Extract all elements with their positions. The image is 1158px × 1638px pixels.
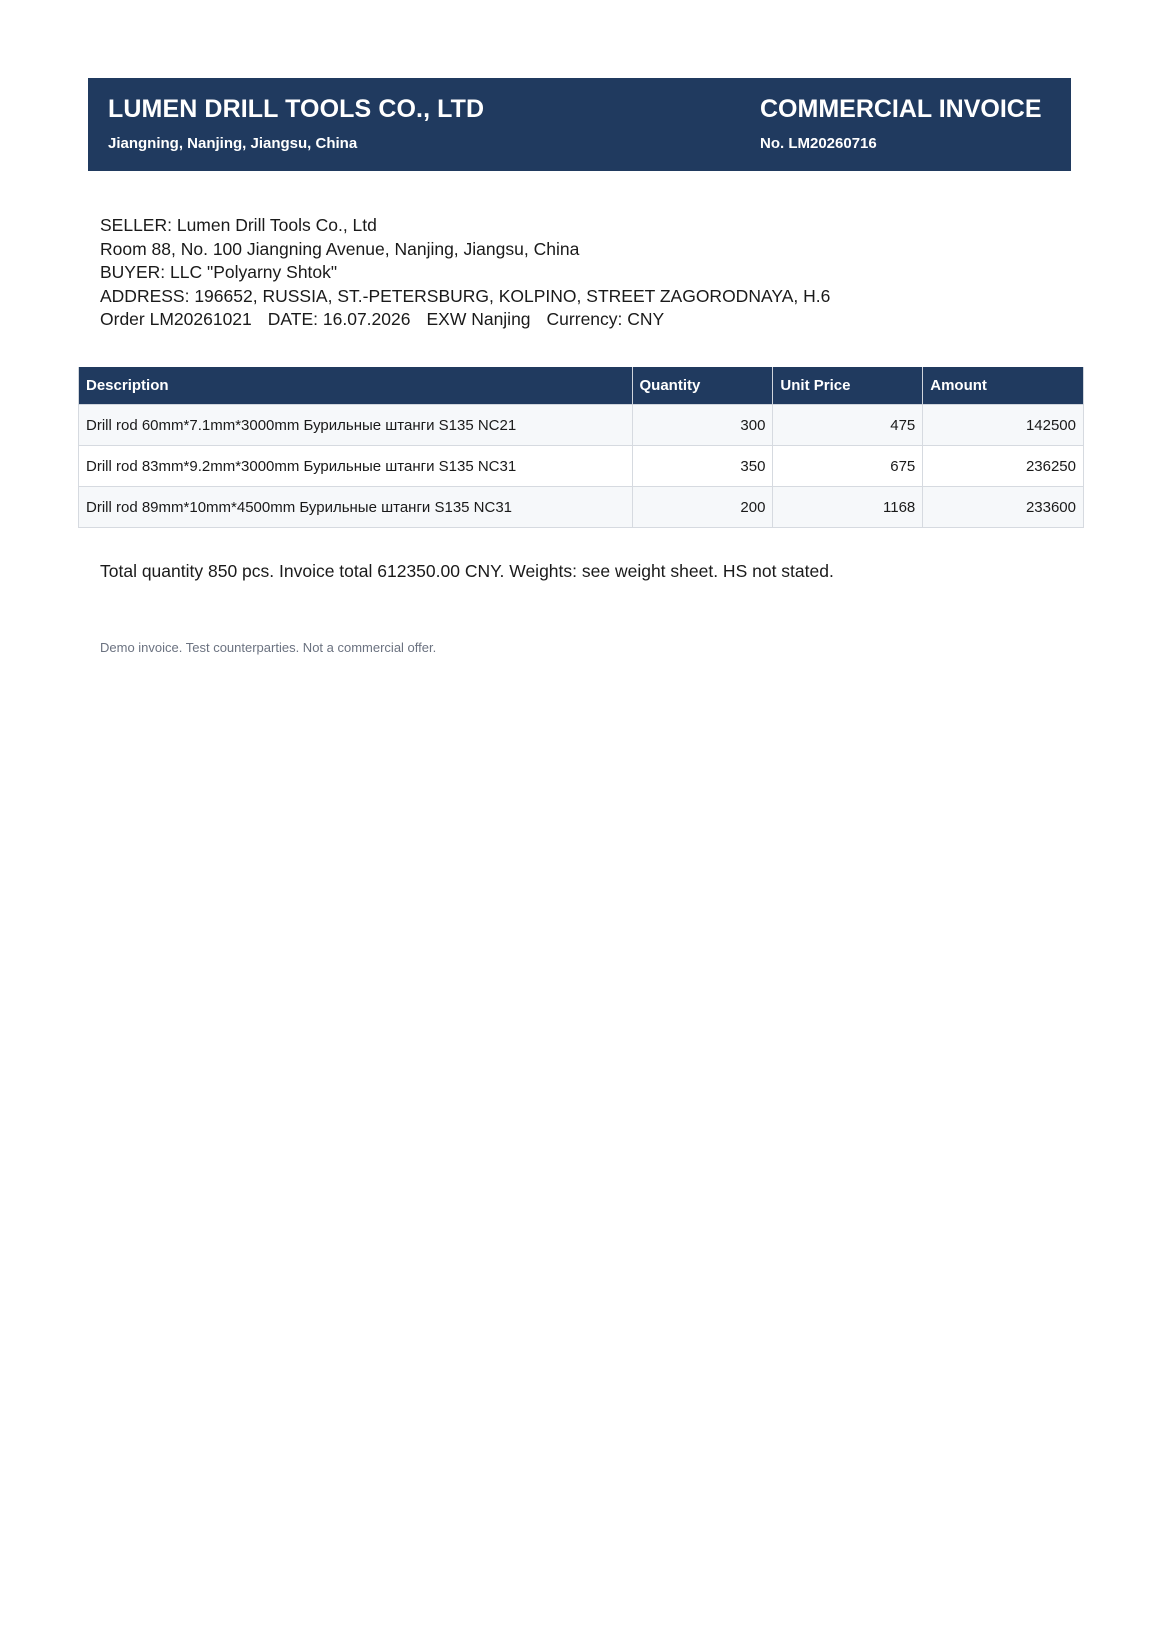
company-name: LUMEN DRILL TOOLS CO., LTD bbox=[108, 95, 485, 123]
column-header-description: Description bbox=[79, 367, 633, 405]
table-header-row bbox=[79, 367, 1084, 405]
cell-amount: 236250 bbox=[923, 446, 1084, 487]
table-row bbox=[79, 487, 1084, 528]
column-header-amount: Amount bbox=[923, 367, 1084, 405]
table-row bbox=[79, 446, 1084, 487]
buyer-line: BUYER: LLC "Polyarny Shtok" bbox=[100, 262, 338, 282]
table-row bbox=[79, 405, 1084, 446]
buyer-address-line: ADDRESS: 196652, RUSSIA, ST.-PETERSBURG, KOLPINO, STREET ZAGORODNAYA, H.6 bbox=[100, 285, 831, 306]
seller-line: SELLER: Lumen Drill Tools Co., Ltd bbox=[100, 215, 377, 235]
cell-unit-price: 1168 bbox=[773, 487, 923, 528]
disclaimer-footnote: Demo invoice. Test counterparties. Not a commercial offer. bbox=[100, 640, 437, 655]
seller-address-line: Room 88, No. 100 Jiangning Avenue, Nanjing, Jiangsu, China bbox=[100, 238, 580, 259]
currency: Currency: CNY bbox=[546, 309, 665, 329]
cell-unit-price: 675 bbox=[773, 446, 923, 487]
cell-description: Drill rod 60mm*7.1mm*3000mm Бурильные штанги S135 NC21 bbox=[79, 405, 633, 446]
cell-unit-price: 475 bbox=[773, 405, 923, 446]
parties-block bbox=[100, 214, 830, 332]
invoice-summary: Total quantity 850 pcs. Invoice total 612350.00 CNY. Weights: see weight sheet. HS not stated. bbox=[100, 561, 834, 581]
column-header-unit-price: Unit Price bbox=[773, 367, 923, 405]
cell-description: Drill rod 83mm*9.2mm*3000mm Бурильные штанги S135 NC31 bbox=[79, 446, 633, 487]
order-details-line bbox=[100, 308, 830, 332]
invoice-number: No. LM20260716 bbox=[760, 135, 877, 152]
cell-quantity: 300 bbox=[632, 405, 773, 446]
delivery-terms: EXW Nanjing bbox=[426, 309, 531, 329]
document-title: COMMERCIAL INVOICE bbox=[760, 95, 1042, 123]
cell-amount: 233600 bbox=[923, 487, 1084, 528]
column-header-quantity: Quantity bbox=[632, 367, 773, 405]
order-date: DATE: 16.07.2026 bbox=[267, 309, 411, 329]
cell-quantity: 350 bbox=[632, 446, 773, 487]
cell-amount: 142500 bbox=[923, 405, 1084, 446]
cell-description: Drill rod 89mm*10mm*4500mm Бурильные штанги S135 NC31 bbox=[79, 487, 633, 528]
invoice-header bbox=[88, 78, 1071, 171]
company-address: Jiangning, Nanjing, Jiangsu, China bbox=[108, 135, 358, 152]
cell-quantity: 200 bbox=[632, 487, 773, 528]
order-number: Order LM20261021 bbox=[100, 309, 252, 329]
line-items-table bbox=[78, 367, 1084, 528]
